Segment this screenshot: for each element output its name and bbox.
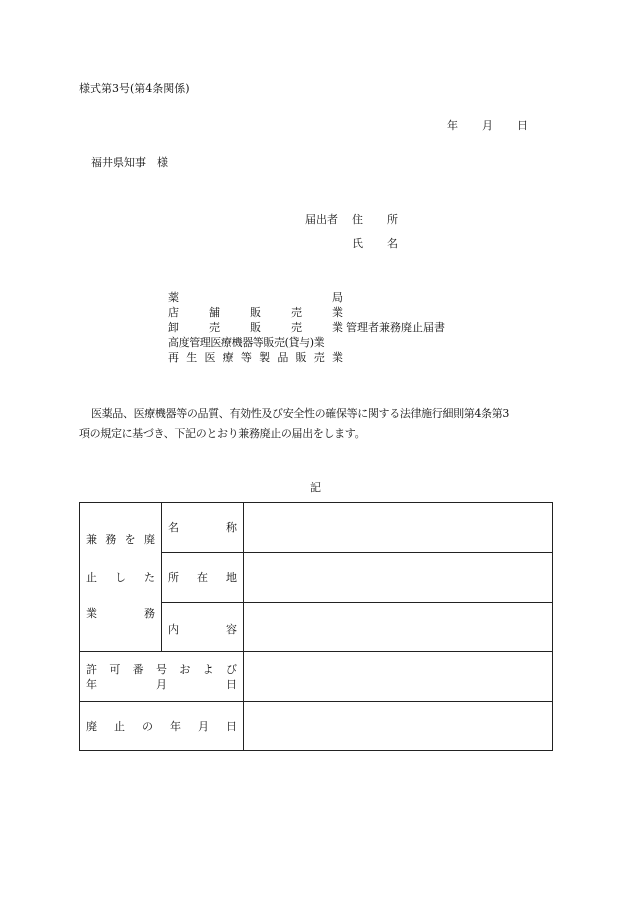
char: 住 bbox=[352, 213, 363, 226]
form-number: 様式第3号(第4条関係) bbox=[79, 82, 190, 95]
char: 局 bbox=[332, 291, 343, 304]
char: 止 bbox=[86, 571, 97, 584]
char: 番 bbox=[132, 663, 144, 676]
char: 氏 bbox=[352, 237, 363, 250]
char: 称 bbox=[226, 521, 237, 535]
group-label-line-3 bbox=[86, 608, 155, 619]
char: 内 bbox=[168, 622, 179, 636]
char: 可 bbox=[109, 663, 121, 676]
char: 容 bbox=[226, 622, 237, 636]
char: 売 bbox=[209, 321, 220, 334]
char: 売 bbox=[291, 306, 302, 319]
char: 月 bbox=[198, 720, 209, 733]
char: よ bbox=[202, 663, 214, 676]
char: 業 bbox=[331, 351, 343, 364]
char: 生 bbox=[186, 351, 198, 364]
char: 売 bbox=[291, 321, 302, 334]
content-value-cell[interactable] bbox=[244, 602, 553, 651]
date-year-label: 年 bbox=[447, 119, 458, 132]
location-label-cell bbox=[162, 553, 244, 602]
char: び bbox=[225, 663, 237, 676]
char: 業 bbox=[332, 306, 343, 319]
business-type-store-sales bbox=[168, 307, 343, 318]
char: 許 bbox=[86, 663, 97, 676]
char: 兼 bbox=[86, 533, 97, 546]
notification-table bbox=[79, 502, 553, 751]
name-label-cell bbox=[162, 503, 244, 553]
abolish-date-label bbox=[86, 721, 237, 732]
body-text-line-2: 項の規定に基づき、下記のとおり兼務廃止の届出をします。 bbox=[79, 427, 366, 440]
char: 年 bbox=[86, 678, 97, 691]
group-label-line-1 bbox=[86, 534, 155, 545]
char: 月 bbox=[156, 678, 167, 691]
abolish-date-value-cell[interactable] bbox=[244, 702, 553, 751]
char: 卸 bbox=[168, 321, 179, 334]
char: 医 bbox=[204, 351, 216, 364]
business-type-regenerative bbox=[168, 352, 343, 363]
char: を bbox=[124, 533, 136, 546]
permit-value-cell[interactable] bbox=[244, 652, 553, 702]
location-value-cell[interactable] bbox=[244, 553, 553, 602]
char: 療 bbox=[222, 351, 234, 364]
char: 等 bbox=[240, 351, 252, 364]
char: 品 bbox=[277, 351, 289, 364]
char: 業 bbox=[86, 607, 97, 620]
char: 販 bbox=[295, 351, 307, 364]
char: 薬 bbox=[168, 291, 179, 304]
char: 舗 bbox=[209, 306, 220, 319]
char: 所 bbox=[387, 213, 398, 226]
permit-label-cell bbox=[80, 652, 244, 702]
ki-heading: 記 bbox=[310, 481, 321, 494]
char: 業 bbox=[332, 321, 343, 334]
permit-label-line-2 bbox=[86, 679, 237, 690]
group-label-line-2 bbox=[86, 572, 155, 583]
body-text-line-1: 医薬品、医療機器等の品質、有効性及び安全性の確保等に関する法律施行細則第4条第3 bbox=[91, 407, 509, 420]
char: 地 bbox=[226, 571, 237, 585]
content-label bbox=[168, 624, 237, 635]
char: 務 bbox=[144, 607, 155, 620]
char: 製 bbox=[259, 351, 271, 364]
char: 廃 bbox=[143, 533, 155, 546]
char: 販 bbox=[250, 306, 261, 319]
char: 在 bbox=[197, 571, 208, 585]
char: 務 bbox=[105, 533, 117, 546]
name-value-cell[interactable] bbox=[244, 503, 553, 553]
char: 売 bbox=[313, 351, 325, 364]
group-label-cell bbox=[80, 503, 162, 652]
business-type-wholesale bbox=[168, 322, 343, 333]
name-label bbox=[168, 522, 237, 533]
char: 号 bbox=[155, 663, 167, 676]
date-day-label: 日 bbox=[517, 119, 528, 132]
abolish-date-label-cell bbox=[80, 702, 244, 751]
document-title-suffix: 管理者兼務廃止届書 bbox=[346, 321, 445, 334]
char: 廃 bbox=[86, 720, 97, 733]
addressee: 福井県知事 様 bbox=[91, 156, 168, 169]
char: し bbox=[115, 571, 126, 584]
char: 名 bbox=[168, 521, 179, 535]
char: お bbox=[179, 663, 191, 676]
date-month-label: 月 bbox=[482, 119, 493, 132]
business-type-pharmacy bbox=[168, 292, 343, 303]
char: の bbox=[142, 720, 153, 733]
char: た bbox=[144, 571, 155, 584]
business-type-advanced-device: 高度管理医療機器等販売(貸与)業 bbox=[168, 336, 325, 349]
char: 日 bbox=[226, 678, 237, 691]
char: 再 bbox=[168, 351, 179, 364]
location-label bbox=[168, 572, 237, 583]
char: 販 bbox=[250, 321, 261, 334]
content-label-cell bbox=[162, 602, 244, 651]
notifier-address-label bbox=[352, 214, 398, 225]
char: 所 bbox=[168, 571, 179, 585]
notifier-name-label bbox=[352, 238, 398, 249]
char: 店 bbox=[168, 306, 179, 319]
permit-label-line-1 bbox=[86, 664, 237, 675]
char: 止 bbox=[114, 720, 125, 733]
notifier-label: 届出者 bbox=[305, 213, 338, 226]
char: 日 bbox=[226, 720, 237, 733]
char: 名 bbox=[387, 237, 398, 250]
char: 年 bbox=[170, 720, 181, 733]
